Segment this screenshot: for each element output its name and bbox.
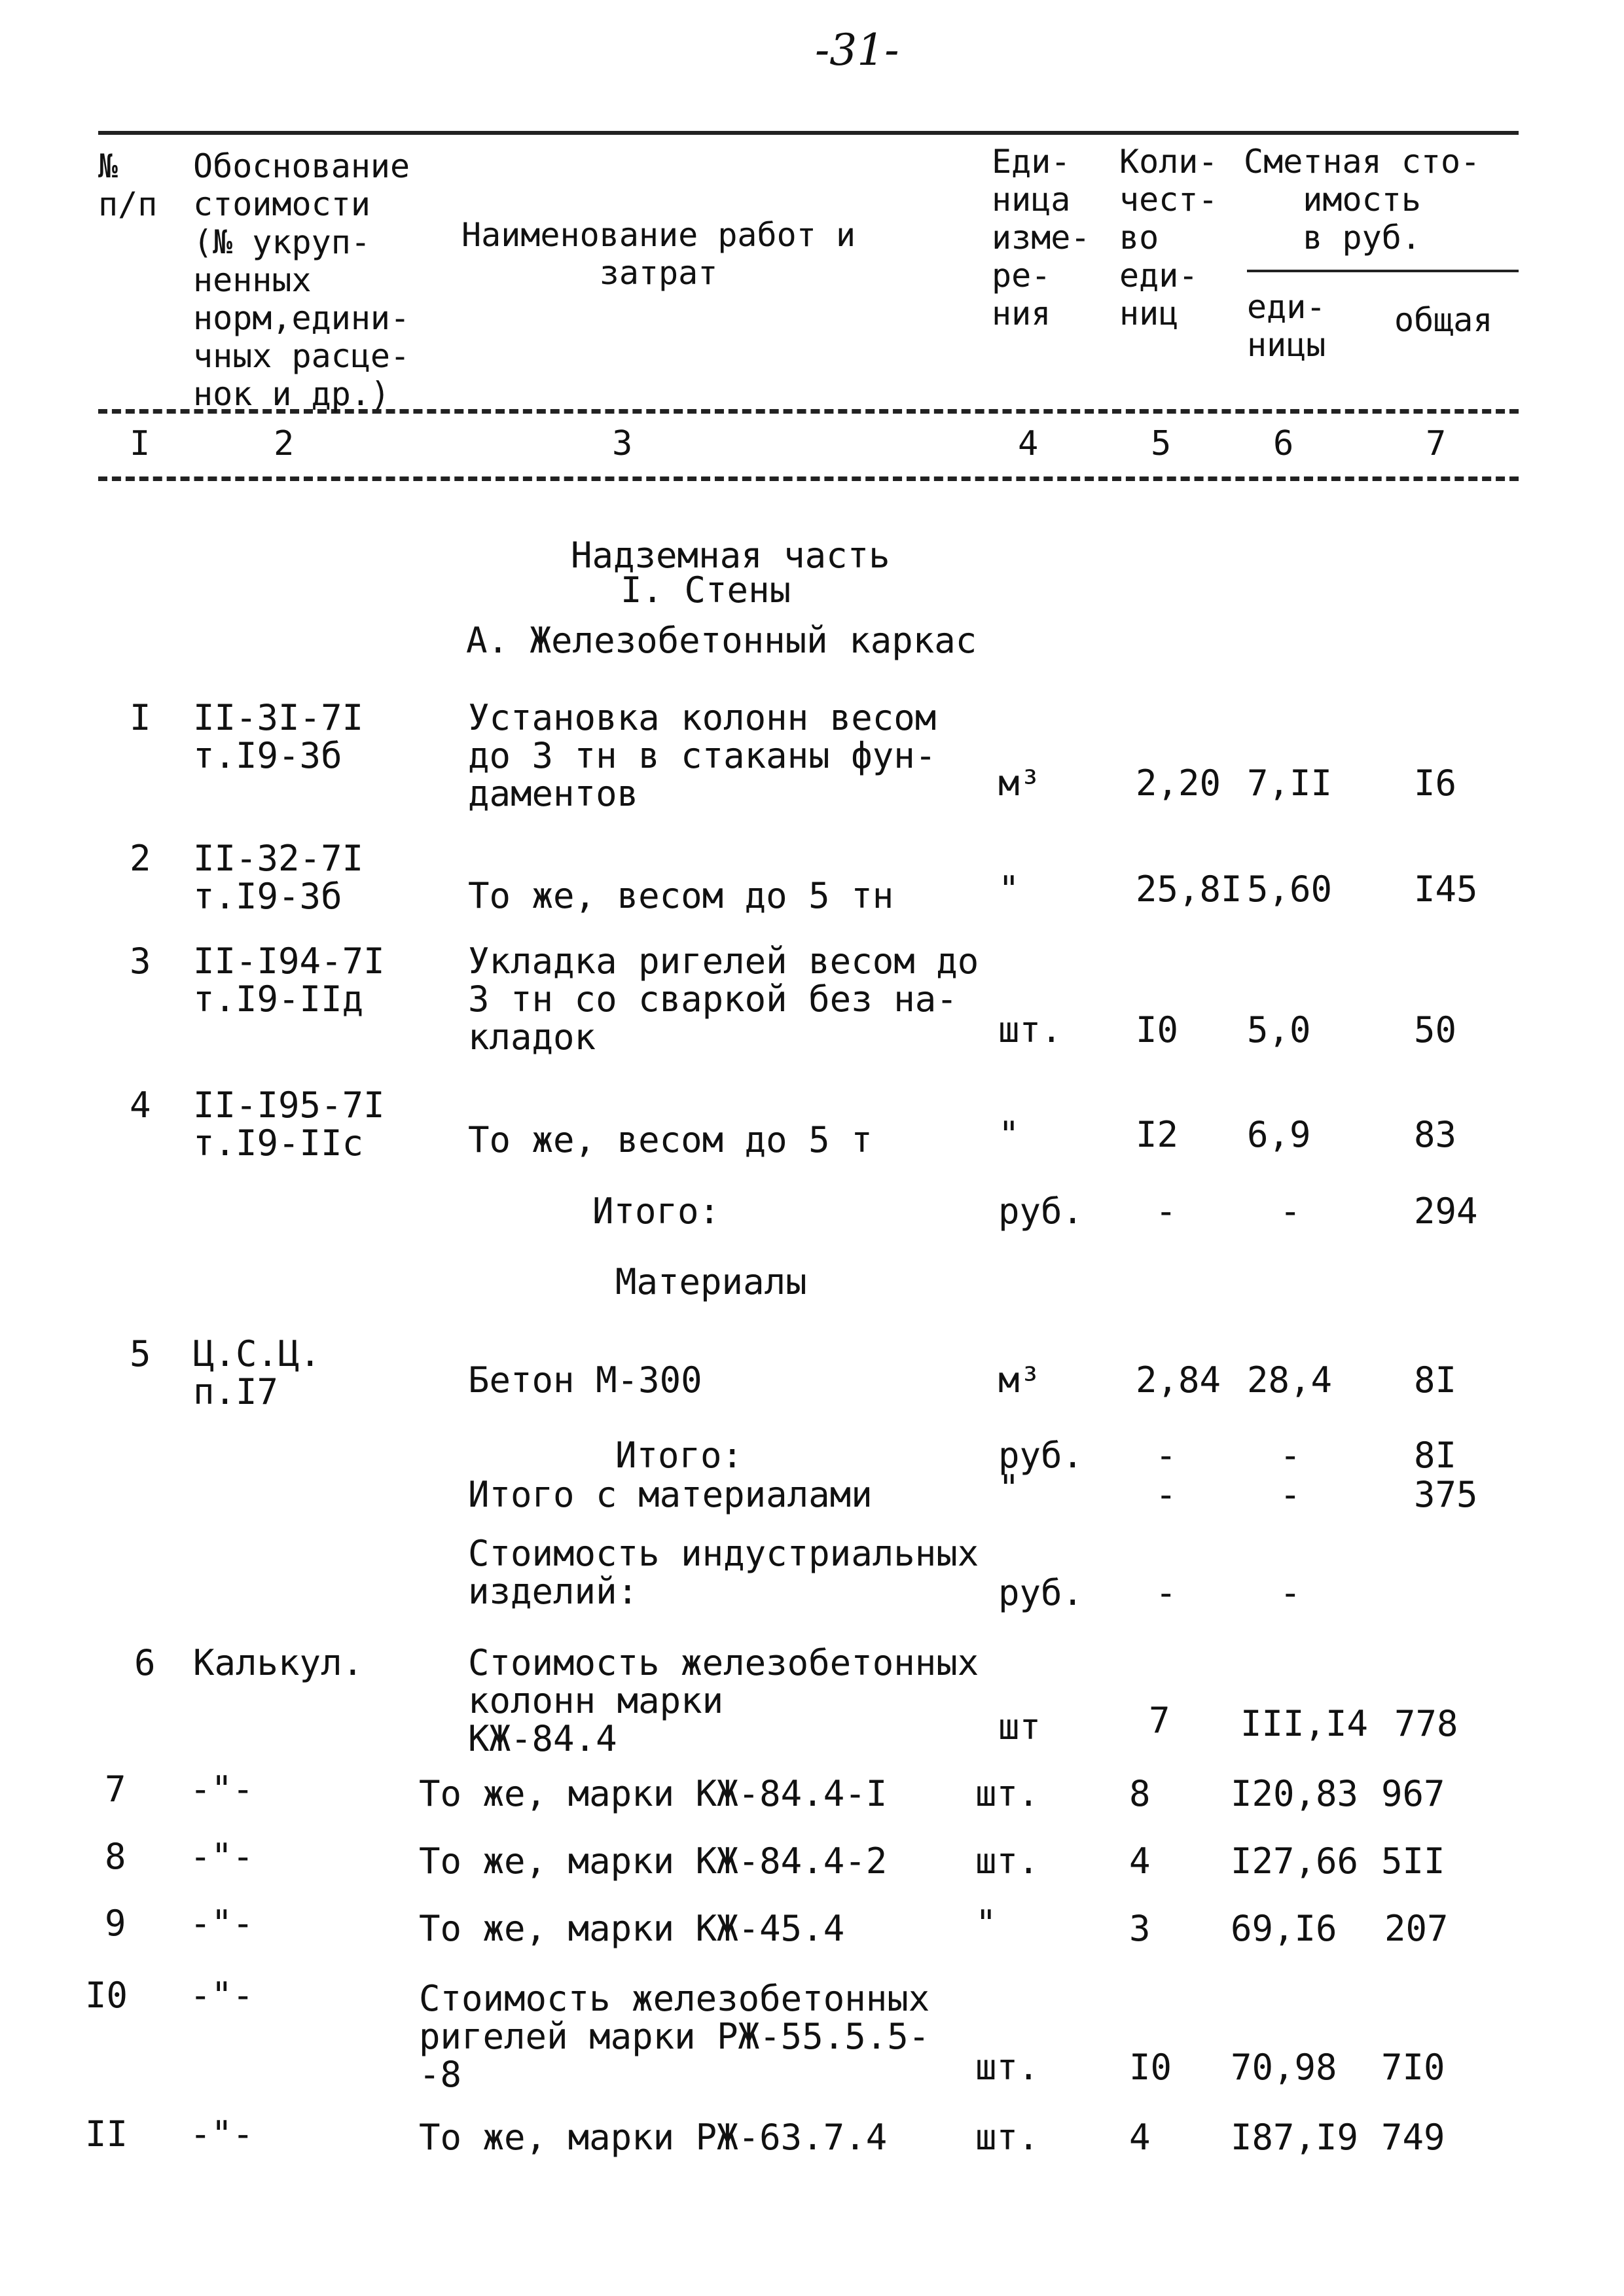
row-name: То же, весом до 5 т bbox=[468, 1119, 873, 1160]
row-name: Укладка ригелей весом до 3 тн со сваркой без на- кладок bbox=[468, 941, 979, 1058]
row-number: 6 bbox=[134, 1642, 156, 1683]
column-number: 3 bbox=[612, 424, 633, 463]
row-total: 749 bbox=[1381, 2117, 1445, 2158]
row-basis: -"- bbox=[190, 1768, 254, 1810]
row-basis: -"- bbox=[190, 2113, 254, 2155]
header-col-cost: Сметная сто- имость в руб. bbox=[1244, 143, 1481, 257]
row-unit-cost: I27,66 bbox=[1231, 1840, 1359, 1882]
row-name: То же, марки КЖ-84.4-2 bbox=[419, 1840, 888, 1882]
row-unit: " bbox=[975, 1903, 997, 1944]
row-quantity: I0 bbox=[1136, 1009, 1179, 1050]
row-quantity: 2,20 bbox=[1136, 762, 1221, 804]
column-number: 4 bbox=[1018, 424, 1039, 463]
column-number: 2 bbox=[274, 424, 295, 463]
cost-subheader-rule bbox=[1247, 270, 1519, 272]
row-name: Бетон М-300 bbox=[468, 1359, 702, 1401]
row-number: 4 bbox=[130, 1085, 151, 1126]
header-col-quantity: Коли- чест- во еди- ниц bbox=[1119, 143, 1218, 332]
column-number: I bbox=[130, 424, 151, 463]
row-quantity: - bbox=[1155, 1572, 1177, 1613]
row-unit: " bbox=[998, 1114, 1020, 1155]
row-unit: шт. bbox=[975, 1773, 1039, 1814]
row-unit-cost: - bbox=[1280, 1474, 1301, 1515]
column-number: 7 bbox=[1426, 424, 1447, 463]
header-col-name: Наименование работ и затрат bbox=[461, 216, 856, 292]
row-total: 8I bbox=[1414, 1359, 1457, 1401]
row-quantity: 4 bbox=[1129, 2117, 1151, 2158]
group-heading: А. Железобетонный каркас bbox=[466, 620, 977, 661]
header-col-unit-cost: еди- ницы bbox=[1247, 288, 1326, 364]
row-unit: шт. bbox=[975, 2117, 1039, 2158]
row-unit-cost: 69,I6 bbox=[1231, 1908, 1337, 1949]
column-number: 6 bbox=[1273, 424, 1294, 463]
section-heading: Надземная часть bbox=[571, 535, 890, 576]
column-numbers-rule bbox=[98, 476, 1519, 481]
row-total: 294 bbox=[1414, 1191, 1478, 1232]
row-name: Стоимость индустриальных изделий: bbox=[468, 1533, 979, 1612]
row-name: То же, марки РЖ-63.7.4 bbox=[419, 2117, 888, 2158]
row-number: 8 bbox=[105, 1836, 126, 1877]
row-number: I bbox=[130, 697, 151, 738]
row-number: 9 bbox=[105, 1903, 126, 1944]
subsection-heading: I. Стены bbox=[621, 569, 791, 611]
row-unit: шт. bbox=[975, 1840, 1039, 1882]
column-number: 5 bbox=[1151, 424, 1172, 463]
row-basis: -"- bbox=[190, 1903, 254, 1944]
row-basis: II-3I-7I т.I9-3б bbox=[193, 697, 364, 776]
header-col-total: общая bbox=[1394, 301, 1493, 339]
row-quantity: - bbox=[1155, 1191, 1177, 1232]
row-unit-cost: I87,I9 bbox=[1231, 2117, 1359, 2158]
row-name: То же, марки КЖ-84.4-I bbox=[419, 1773, 888, 1814]
row-unit: " bbox=[998, 869, 1020, 910]
row-unit-cost: 5,0 bbox=[1247, 1009, 1311, 1050]
row-basis: -"- bbox=[190, 1836, 254, 1877]
row-quantity: I2 bbox=[1136, 1114, 1179, 1155]
row-unit: шт. bbox=[975, 2047, 1039, 2088]
row-unit: шт. bbox=[998, 1009, 1062, 1050]
row-number: 7 bbox=[105, 1768, 126, 1810]
row-basis: Калькул. bbox=[193, 1642, 364, 1683]
row-basis: -"- bbox=[190, 1975, 254, 2016]
row-total: 207 bbox=[1384, 1908, 1449, 1949]
header-col-unit: Еди- ница изме- ре- ния bbox=[992, 143, 1091, 332]
row-unit-cost: I20,83 bbox=[1231, 1773, 1359, 1814]
row-unit-cost: - bbox=[1280, 1572, 1301, 1613]
row-total: 967 bbox=[1381, 1773, 1445, 1814]
row-total: 778 bbox=[1394, 1703, 1458, 1744]
row-quantity: - bbox=[1155, 1435, 1177, 1476]
header-top-rule bbox=[98, 131, 1519, 135]
row-unit: м³ bbox=[998, 1359, 1041, 1401]
row-unit-cost: - bbox=[1280, 1191, 1301, 1232]
row-quantity: - bbox=[1155, 1474, 1177, 1515]
row-unit: руб. bbox=[998, 1191, 1084, 1232]
row-name: Итого: bbox=[615, 1435, 744, 1476]
row-number: 2 bbox=[130, 838, 151, 879]
row-unit-cost: III,I4 bbox=[1240, 1703, 1369, 1744]
row-total: 7I0 bbox=[1381, 2047, 1445, 2088]
row-unit-cost: 28,4 bbox=[1247, 1359, 1333, 1401]
row-number: I0 bbox=[85, 1975, 128, 2016]
row-name: Установка колонн весом до 3 тн в стаканы фун- даментов bbox=[468, 697, 937, 814]
row-quantity: I0 bbox=[1129, 2047, 1172, 2088]
row-total: 50 bbox=[1414, 1009, 1457, 1050]
row-unit-cost: 70,98 bbox=[1231, 2047, 1337, 2088]
row-total: I6 bbox=[1414, 762, 1457, 804]
row-basis: Ц.С.Ц. п.I7 bbox=[193, 1333, 321, 1412]
row-total: 375 bbox=[1414, 1474, 1478, 1515]
row-basis: II-I95-7I т.I9-IIс bbox=[193, 1085, 385, 1164]
row-number: 5 bbox=[130, 1333, 151, 1374]
row-quantity: 7 bbox=[1149, 1700, 1170, 1741]
row-name: Стоимость железобетонных ригелей марки РЖ-55.5.5- -8 bbox=[419, 1978, 930, 2095]
row-unit-cost: 6,9 bbox=[1247, 1114, 1311, 1155]
row-unit-cost: 5,60 bbox=[1247, 869, 1333, 910]
row-name: Итого: bbox=[592, 1191, 721, 1232]
row-quantity: 25,8I bbox=[1136, 869, 1242, 910]
row-basis: II-I94-7I т.I9-IIд bbox=[193, 941, 385, 1020]
row-name: То же, марки КЖ-45.4 bbox=[419, 1908, 845, 1949]
row-quantity: 2,84 bbox=[1136, 1359, 1221, 1401]
row-quantity: 3 bbox=[1129, 1908, 1151, 1949]
page-number: -31- bbox=[815, 25, 899, 75]
header-col-number: № п/п bbox=[98, 147, 158, 223]
row-quantity: 4 bbox=[1129, 1840, 1151, 1882]
materials-heading: Материалы bbox=[615, 1261, 807, 1302]
row-total: 8I bbox=[1414, 1435, 1457, 1476]
row-unit: шт bbox=[998, 1706, 1041, 1748]
row-unit: м³ bbox=[998, 762, 1041, 804]
row-number: II bbox=[85, 2113, 128, 2155]
row-basis: II-32-7I т.I9-3б bbox=[193, 838, 364, 917]
row-quantity: 8 bbox=[1129, 1773, 1151, 1814]
row-total: I45 bbox=[1414, 869, 1478, 910]
row-total: 5II bbox=[1381, 1840, 1445, 1882]
row-name: То же, весом до 5 тн bbox=[468, 875, 894, 916]
row-unit: руб. bbox=[998, 1572, 1084, 1613]
row-unit-cost: 7,II bbox=[1247, 762, 1333, 804]
row-name: Стоимость железобетонных колонн марки КЖ-84.4 bbox=[468, 1642, 979, 1759]
row-number: 3 bbox=[130, 941, 151, 982]
row-total: 83 bbox=[1414, 1114, 1457, 1155]
row-name: Итого с материалами bbox=[468, 1474, 873, 1515]
row-unit: " bbox=[998, 1467, 1020, 1509]
row-unit-cost: - bbox=[1280, 1435, 1301, 1476]
header-col-basis: Обоснование стоимости (№ укруп- ненных норм,едини- чных расце- нок и др.) bbox=[193, 147, 410, 413]
row-unit: руб. bbox=[998, 1435, 1084, 1476]
